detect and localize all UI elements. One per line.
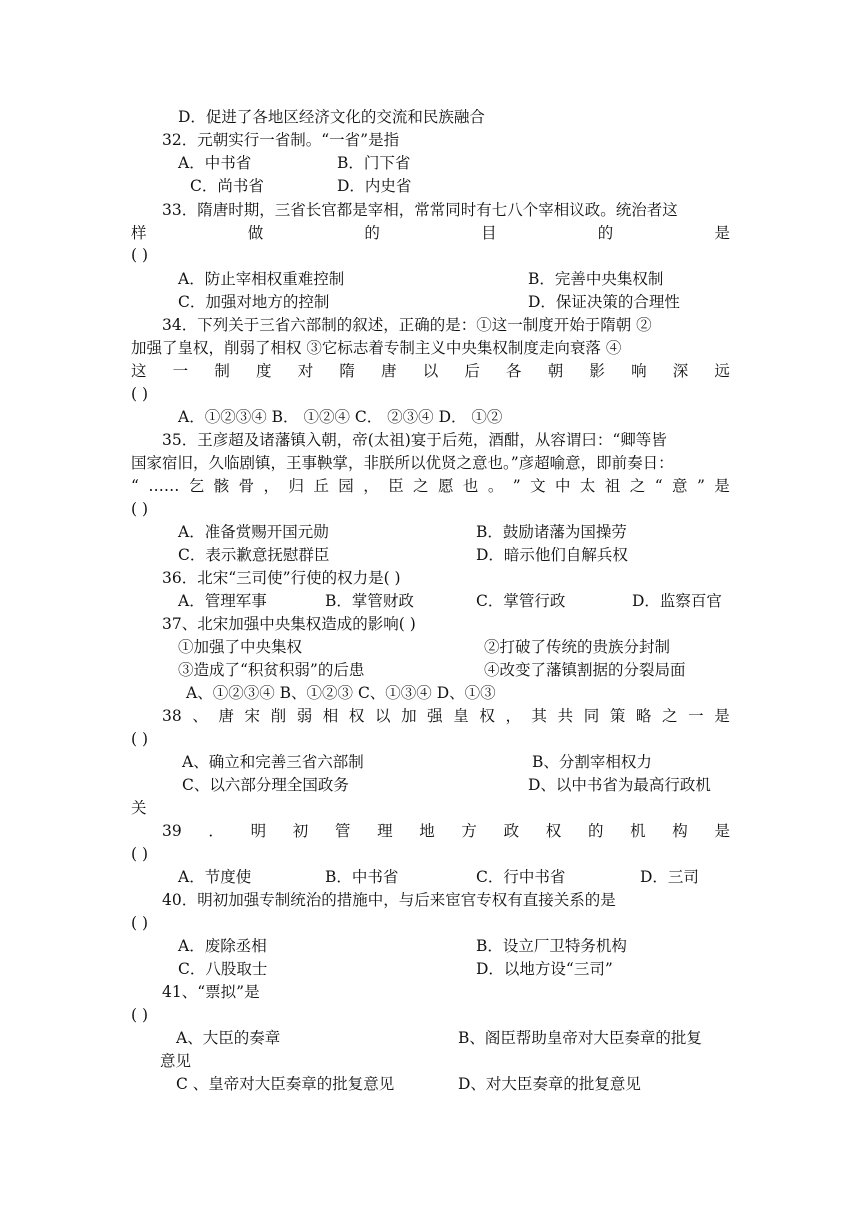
q34-stem-2: 加强了皇权，削弱了相权 ③它标志着专制主义中央集权制度走向衰落 ④ <box>131 339 622 357</box>
q41-stem: 41、“票拟”是 <box>162 983 260 1001</box>
word: ” <box>512 477 521 495</box>
word: 制 <box>214 362 230 380</box>
q31-option-d: D．促进了各地区经济文化的交流和民族融合 <box>178 108 485 126</box>
word: 略 <box>635 707 652 725</box>
q32-option-a: A．中书省 <box>178 154 252 172</box>
q39-option-d: D．三司 <box>640 868 699 886</box>
q37-item-2: ②打破了传统的贵族分封制 <box>484 638 671 656</box>
word: 初 <box>292 822 309 840</box>
word: 唐 <box>381 362 397 380</box>
q35-stem-justified <box>131 475 730 497</box>
word: 影 <box>589 362 605 380</box>
q36-option-d: D．监察百官 <box>632 592 722 610</box>
q35-stem: 35．王彦超及诸藩镇入朝，帝(太祖)宴于后苑，酒酣，从容谓曰：“卿等皆 <box>162 431 667 449</box>
q34-answer-blank: ( ) <box>131 385 149 403</box>
word: 之 <box>629 477 646 495</box>
q36-option-b: B．掌管财政 <box>325 592 414 610</box>
word: 太 <box>579 477 596 495</box>
word: 政 <box>503 822 520 840</box>
word: 是 <box>714 224 730 242</box>
q41-option-b-wrap: 意见 <box>160 1052 192 1070</box>
word: 地 <box>419 822 435 840</box>
q40-answer-blank: ( ) <box>131 914 149 932</box>
word: 目 <box>481 224 497 242</box>
q38-option-a: A、确立和完善三省六部制 <box>182 753 364 771</box>
word: 之 <box>662 707 678 725</box>
q33-stem: 33．隋唐时期，三省长官都是宰相，常常同时有七八个宰相议政。统治者这 <box>162 201 678 219</box>
word: 的 <box>587 822 604 840</box>
word: 骨 <box>238 477 255 495</box>
q33-stem-justified <box>131 222 730 244</box>
word: 弱 <box>296 707 313 725</box>
q41-option-d: D、对大臣奏章的批复意见 <box>458 1075 641 1093</box>
q41-answer-blank: ( ) <box>131 1006 149 1024</box>
word: 样 <box>131 224 147 242</box>
word: 权 <box>545 822 562 840</box>
word: 38 <box>162 707 182 725</box>
word: 祖 <box>604 477 621 495</box>
word: 也 <box>462 477 479 495</box>
word: 意 <box>672 477 688 495</box>
q35-option-b: B．鼓励诸藩为国操劳 <box>476 523 627 541</box>
q35-option-a: A．准备赏赐开国元勋 <box>178 523 329 541</box>
word: 乞 <box>188 477 205 495</box>
word: 这 <box>131 362 147 380</box>
word: 强 <box>427 707 443 725</box>
q33-answer-blank: ( ) <box>131 246 149 264</box>
q41-option-b: B、阁臣帮助皇帝对大臣奏章的批复 <box>458 1029 702 1047</box>
q41-option-c: C 、皇帝对大臣奏章的批复意见 <box>176 1075 395 1093</box>
q32-option-c: C．尚书省 <box>190 177 264 195</box>
word: 度 <box>256 362 272 380</box>
q37-item-3: ③造成了“积贫积弱”的后患 <box>178 661 365 679</box>
q35-option-d: D．暗示他们自解兵权 <box>476 546 628 564</box>
word: 归 <box>288 477 304 495</box>
q32-stem: 32．元朝实行一省制。“一省”是指 <box>162 131 400 149</box>
word: 共 <box>557 707 574 725</box>
word: 文 <box>530 477 546 495</box>
word: 一 <box>172 362 189 380</box>
word: ， <box>363 477 379 495</box>
q39-option-a: A．节度使 <box>178 868 252 886</box>
q35-answer-blank: ( ) <box>131 500 149 518</box>
word: 的 <box>597 224 614 242</box>
q34-options: A．①②③④ B． ①②④ C． ②③④ D． ①② <box>178 408 503 426</box>
word: 其 <box>531 707 548 725</box>
q38-option-d: D、以中书省为最高行政机 <box>528 776 711 794</box>
q38-stem-justified <box>162 705 730 727</box>
q41-option-a: A、大臣的奏章 <box>176 1029 281 1047</box>
word: ， <box>263 477 280 495</box>
word: 是 <box>714 822 730 840</box>
word: 是 <box>714 707 730 725</box>
word: 明 <box>250 822 267 840</box>
word: 策 <box>609 707 626 725</box>
q39-answer-blank: ( ) <box>131 845 149 863</box>
q39-option-c: C．行中书省 <box>476 868 566 886</box>
q37-stem: 37、北宋加强中央集权造成的影响( ) <box>162 615 416 633</box>
q38-answer-blank: ( ) <box>131 730 149 748</box>
word: 以 <box>374 707 391 725</box>
word: 深 <box>672 362 689 380</box>
q36-stem: 36．北宋“三司使”行使的权力是( ) <box>162 569 401 587</box>
word: 构 <box>672 822 688 840</box>
word: 理 <box>377 822 393 840</box>
word: ， <box>505 707 521 725</box>
word: 相 <box>322 707 339 725</box>
q33-option-b: B．完善中央集权制 <box>528 270 664 288</box>
word: 皇 <box>453 707 469 725</box>
q39-option-b: B．中书省 <box>325 868 399 886</box>
word: 是 <box>714 477 730 495</box>
word: 削 <box>270 707 287 725</box>
word: 宋 <box>244 707 261 725</box>
word: 以 <box>422 362 439 380</box>
q34-stem-justified <box>131 360 730 382</box>
word: 、 <box>192 707 208 725</box>
q40-option-d: D．以地方设“三司” <box>476 960 613 978</box>
q35-option-c: C．表示歉意抚慰群臣 <box>178 546 330 564</box>
word: 朝 <box>547 362 564 380</box>
word: 隋 <box>339 362 355 380</box>
q40-stem: 40．明初加强专制统治的措施中，与后来宦官专权有直接关系的是 <box>162 891 616 909</box>
q36-option-a: A．管理军事 <box>178 592 267 610</box>
word: 园 <box>338 477 354 495</box>
q37-item-1: ①加强了中央集权 <box>178 638 303 656</box>
word: 同 <box>583 707 600 725</box>
word: 机 <box>630 822 646 840</box>
word: 39 <box>162 822 182 840</box>
q33-option-c: C．加强对地方的控制 <box>178 293 330 311</box>
word: 愿 <box>437 477 454 495</box>
q39-stem-justified <box>162 820 730 842</box>
word: “ <box>131 477 139 495</box>
word: 管 <box>334 822 351 840</box>
word: 方 <box>461 822 477 840</box>
q33-option-d: D．保证决策的合理性 <box>528 293 680 311</box>
word: 骸 <box>213 477 230 495</box>
word: 加 <box>401 707 417 725</box>
word: ． <box>208 822 224 840</box>
word: ” <box>696 477 705 495</box>
q33-option-a: A．防止宰相权重难控制 <box>178 270 345 288</box>
word: 中 <box>555 477 571 495</box>
q37-item-4: ④改变了藩镇割据的分裂局面 <box>484 661 686 679</box>
word: 的 <box>364 224 380 242</box>
word: 唐 <box>218 707 234 725</box>
q40-option-b: B．设立厂卫特务机构 <box>476 937 627 955</box>
word: 各 <box>506 362 522 380</box>
word: 丘 <box>313 477 329 495</box>
q32-option-b: B．门下省 <box>337 154 411 172</box>
q38-option-d-wrap: 关 <box>131 799 147 817</box>
word: 做 <box>247 224 264 242</box>
word: 权 <box>479 707 495 725</box>
q40-option-a: A．废除丞相 <box>178 937 267 955</box>
q34-stem: 34．下列关于三省六部制的叙述，正确的是：①这一制度开始于隋朝 ② <box>162 316 652 334</box>
q38-option-b: B、分割宰相权力 <box>532 753 652 771</box>
q32-option-d: D．内史省 <box>337 177 412 195</box>
word: …… <box>148 477 180 495</box>
q40-option-c: C．八股取士 <box>178 960 268 978</box>
q38-option-c: C、以六部分理全国政务 <box>182 776 349 794</box>
word: “ <box>654 477 663 495</box>
q37-options: A、①②③④ B、①②③ C、①③④ D、①③ <box>186 684 496 702</box>
word: 后 <box>464 362 480 380</box>
q35-stem-2: 国家宿旧，久临剧镇，王事鞅掌，非朕所以优贤之意也。”彦超喻意，即前奏日： <box>131 454 674 472</box>
word: 一 <box>688 707 704 725</box>
word: 响 <box>631 362 647 380</box>
word: 对 <box>297 362 314 380</box>
word: 权 <box>348 707 365 725</box>
word: 臣 <box>388 477 404 495</box>
word: 之 <box>413 477 429 495</box>
word: 。 <box>487 477 504 495</box>
q36-option-c: C．掌管行政 <box>476 592 566 610</box>
word: 远 <box>714 362 730 380</box>
